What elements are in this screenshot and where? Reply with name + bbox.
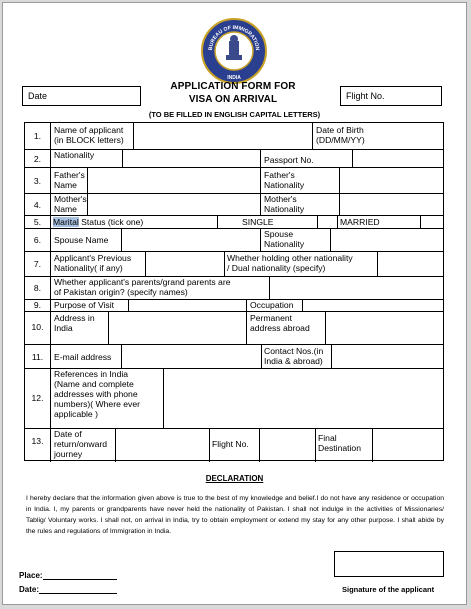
marital-single-option[interactable]: SINGLE <box>242 217 274 227</box>
date-label: Date <box>28 91 48 101</box>
father-nationality-label: Father's Nationality <box>264 170 305 190</box>
date-of-birth-label: Date of Birth (DD/MM/YY) <box>316 125 365 145</box>
svg-text:INDIA: INDIA <box>227 75 241 81</box>
row-number: 7. <box>33 259 42 269</box>
applicant-name-label: Name of applicant (in BLOCK letters) <box>54 125 124 145</box>
flight-number-label: Flight No. <box>346 91 385 101</box>
marital-status-label: Marital Status (tick one) <box>53 217 144 227</box>
permanent-address-label: Permanent address abroad <box>250 313 310 333</box>
form-instruction: (TO BE FILLED IN ENGLISH CAPITAL LETTERS) <box>148 110 321 119</box>
row-number: 11. <box>31 352 44 362</box>
row-number: 12. <box>31 393 44 403</box>
row-number: 4. <box>33 200 42 210</box>
marital-married-option[interactable]: MARRIED <box>340 217 380 227</box>
mother-name-label: Mother's Name <box>54 194 87 214</box>
contact-numbers-label: Contact Nos.(in India & abroad) <box>264 346 324 366</box>
date-signature-field[interactable] <box>19 585 117 594</box>
form-title-line1: APPLICATION FORM FOR <box>170 81 296 92</box>
row-number: 13. <box>31 436 44 446</box>
mother-nationality-label: Mother's Nationality <box>264 194 305 214</box>
father-name-label: Father's Name <box>54 170 85 190</box>
place-field[interactable] <box>19 571 117 580</box>
form-table <box>24 122 444 461</box>
purpose-of-visit-label: Purpose of Visit <box>54 300 115 310</box>
dual-nationality-label: Whether holding other nationality / Dual nationality (specify) <box>227 253 353 273</box>
signature-label: Signature of the applicant <box>342 585 435 594</box>
row-number: 6. <box>33 235 42 245</box>
row-number: 5. <box>33 217 42 227</box>
row-number: 8. <box>33 283 42 293</box>
nationality-label: Nationality <box>54 150 95 160</box>
row-number: 2. <box>33 154 42 164</box>
email-label: E-mail address <box>54 352 112 362</box>
flight-number-field[interactable] <box>340 86 442 106</box>
pakistan-origin-label: Whether applicant's parents/grand parents are of Pakistan origin? (specify names) <box>54 277 231 297</box>
spouse-name-label: Spouse Name <box>54 235 109 245</box>
occupation-label: Occupation <box>250 300 294 310</box>
form-title-line2: VISA ON ARRIVAL <box>188 94 278 105</box>
place-label: Place: <box>19 571 43 580</box>
final-destination-label: Final Destination <box>318 433 361 453</box>
return-flight-number-label: Flight No. <box>212 439 249 449</box>
row-number: 10. <box>31 322 44 332</box>
previous-nationality-label: Applicant's Previous Nationality( if any) <box>54 253 132 273</box>
row-number: 3. <box>33 176 42 186</box>
declaration-heading: DECLARATION <box>205 474 264 483</box>
references-india-label: References in India (Name and complete addresses with phone numbers)( Where ever applicable ) <box>54 369 140 419</box>
svg-text:BUREAU OF IMMIGRATION: BUREAU OF IMMIGRATION <box>207 24 261 51</box>
return-journey-date-label: Date of return/onward journey <box>54 429 108 459</box>
declaration-text: I hereby declare that the information given above is true to the best of my knowledge and belief.I do not have any residence or occupation in India. I, my parents or grandparents have never held the nationality of Pakistan. I shall not indulge in the activities of Missionaries/ Tablig/ Voluntary works. I shall not, on arrival in India, try to obtain employment or extend my stay for any other purpose. I shall abide by the rules and regulations of Immigration in India. <box>26 495 444 535</box>
row-number: 1. <box>33 131 42 141</box>
row-number: 9. <box>33 300 42 310</box>
date-signature-label: Date: <box>19 585 40 594</box>
passport-number-label: Passport No. <box>264 155 314 165</box>
signature-box[interactable] <box>334 551 444 577</box>
application-form-page <box>2 2 467 605</box>
date-field[interactable] <box>22 86 141 106</box>
form-title <box>143 80 323 106</box>
address-india-label: Address in India <box>54 313 95 333</box>
spouse-nationality-label: Spouse Nationality <box>264 229 305 249</box>
bureau-of-immigration-seal-icon <box>200 17 268 85</box>
